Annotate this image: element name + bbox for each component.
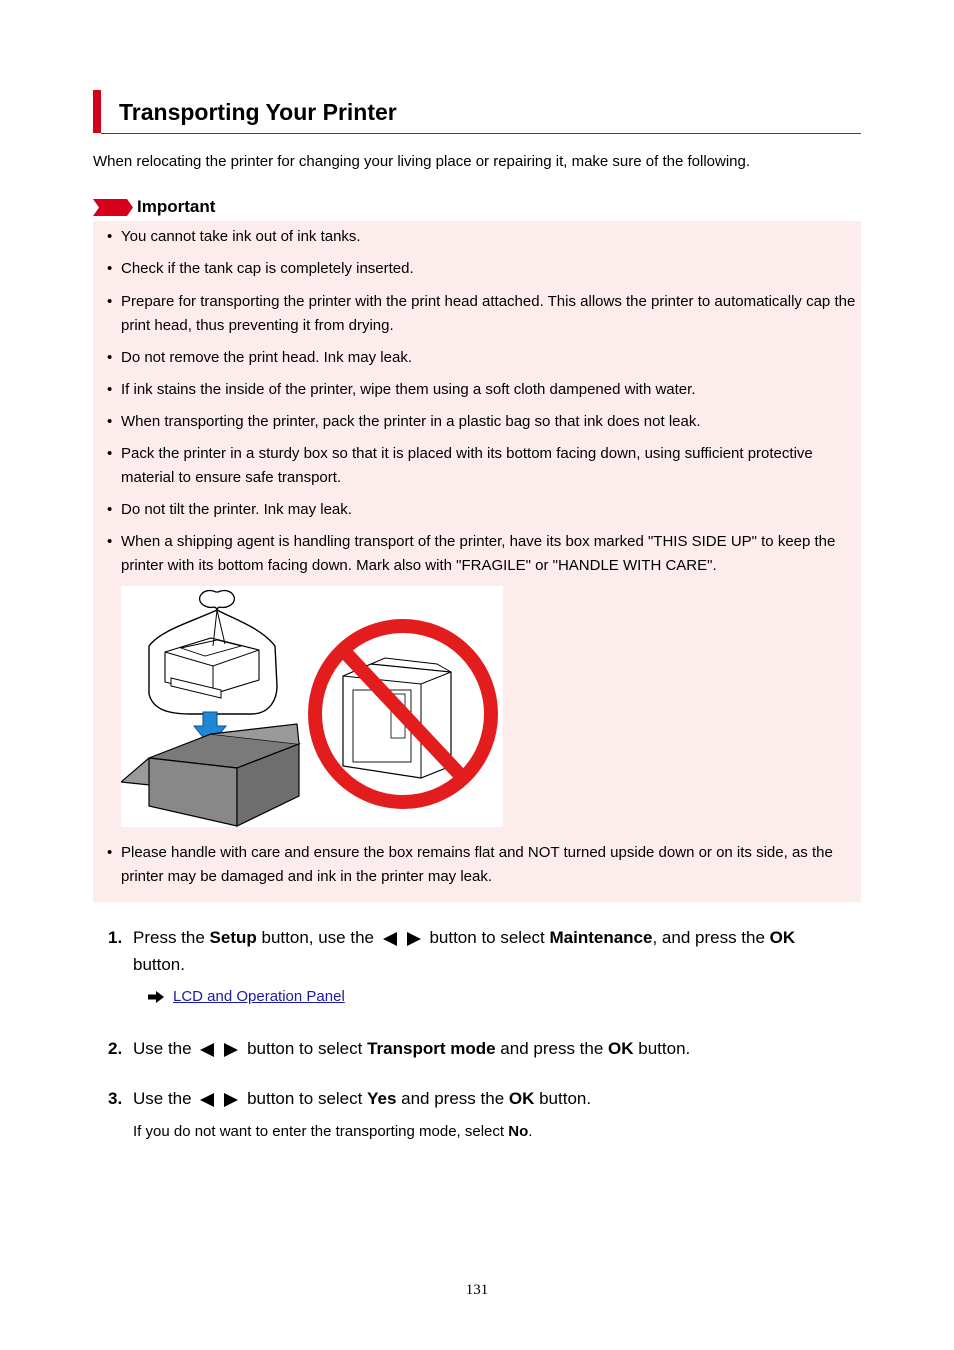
page-title: Transporting Your Printer [119, 99, 397, 125]
important-item: • Do not remove the print head. Ink may leak. [121, 346, 861, 370]
important-item: • If ink stains the inside of the printer, wipe them using a soft cloth dampened with water. [121, 378, 861, 402]
step-text-part: button to select [247, 1089, 368, 1108]
step-number: 3. [108, 1089, 123, 1108]
page-number: 131 [465, 1282, 489, 1298]
step-text [133, 1085, 848, 1112]
step-text [133, 924, 848, 978]
link-row [148, 988, 345, 1005]
note-text: If you do not want to enter the transporting mode, select [133, 1123, 509, 1140]
right-arrow-icon [148, 991, 164, 1003]
step-text-part: and press the [495, 1039, 609, 1058]
step-text-part: , and press the [652, 928, 770, 947]
step-text-part: and press the [396, 1089, 509, 1108]
important-chevrons-icon [93, 199, 133, 216]
important-heading [93, 196, 215, 218]
important-item: • When transporting the printer, pack the printer in a plastic bag so that ink does not leak. [121, 410, 861, 434]
left-right-arrow-icons [200, 1093, 238, 1107]
title-underline [101, 133, 861, 134]
important-item: • Check if the tank cap is completely inserted. [121, 257, 861, 281]
step-text-part: button to select [429, 928, 550, 947]
step-text-part: button. [534, 1089, 592, 1108]
important-item: • Do not tilt the printer. Ink may leak. [121, 498, 861, 522]
maintenance-label: Maintenance [549, 928, 653, 947]
ok-button-name: OK [508, 1089, 535, 1108]
step-text-part: button, use the [256, 928, 374, 947]
lcd-panel-link[interactable]: LCD and Operation Panel [173, 988, 345, 1005]
important-item: • Prepare for transporting the printer with the print head attached. This allows the printer to automatically cap the print head, thus preventing it from drying. [121, 290, 861, 338]
step-3-note [133, 1123, 532, 1140]
yes-label: Yes [367, 1089, 397, 1108]
left-right-arrow-icons [383, 932, 421, 946]
important-label: Important [137, 197, 216, 216]
setup-button-name: Setup [209, 928, 257, 947]
note-end: . [528, 1123, 533, 1140]
step-text-part: Use the [133, 1039, 192, 1058]
intro-text: When relocating the printer for changing your living place or repairing it, make sure of the following. [93, 153, 751, 170]
important-item: • Pack the printer in a sturdy box so that it is placed with its bottom facing down, using sufficient protective material to ensure safe transport. [121, 442, 821, 490]
ok-button-name: OK [769, 928, 796, 947]
important-item: • Please handle with care and ensure the box remains flat and NOT turned upside down or on its side, as the printer may be damaged and ink in the printer may leak. [121, 841, 861, 889]
step-text-part: button. [133, 955, 185, 974]
step-text-part: button to select [247, 1039, 368, 1058]
step-text-part: Use the [133, 1089, 192, 1108]
step-number: 2. [108, 1039, 123, 1058]
step-number: 1. [108, 928, 123, 947]
transport-mode-label: Transport mode [367, 1039, 496, 1058]
transport-illustration [121, 586, 503, 827]
important-item: • You cannot take ink out of ink tanks. [121, 225, 861, 249]
step-text-part: Press the [133, 928, 210, 947]
title-accent-bar [93, 90, 101, 133]
step-text [133, 1035, 848, 1062]
ok-button-name: OK [608, 1039, 634, 1058]
page-title-block [93, 90, 861, 134]
step-text-part: button. [633, 1039, 691, 1058]
no-label: No [508, 1123, 529, 1140]
left-right-arrow-icons [200, 1043, 238, 1057]
important-item: • When a shipping agent is handling transport of the printer, have its box marked "THIS SIDE UP" to keep the printer with its bottom facing down. Mark also with "FRAGILE" or "HANDLE WITH CARE". [121, 530, 841, 578]
